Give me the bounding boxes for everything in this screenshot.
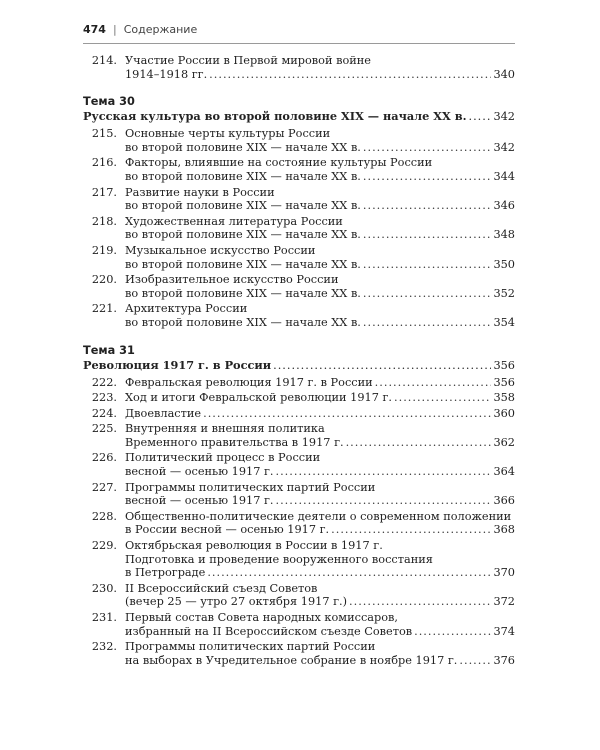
toc-entry[interactable] (83, 640, 515, 667)
entry-page-number: 372 (493, 595, 515, 609)
entry-number: 220. (91, 273, 117, 287)
entry-body (125, 302, 515, 329)
entry-line (125, 258, 515, 272)
entry-line: Факторы, влиявшие на состояние культуры России (125, 156, 433, 170)
entry-body (125, 582, 515, 609)
entry-number: 230. (91, 581, 117, 595)
entry-line-text: Временного правительства в 1917 г. (125, 435, 344, 449)
toc-entry[interactable] (83, 127, 515, 154)
dot-leader (363, 287, 492, 301)
entry-number: 218. (91, 214, 117, 228)
toc-entry[interactable] (83, 510, 515, 537)
header-page-number: 474 (83, 23, 106, 36)
entry-body (125, 510, 515, 537)
entry-line-text: в России весной — осенью 1917 г. (125, 523, 330, 537)
entry-body (125, 407, 515, 421)
entry-page-number: 340 (493, 67, 515, 81)
header-separator: | (112, 23, 117, 36)
entry-line-text: во второй половине XIX — начале XX в. (125, 140, 361, 154)
entry-number: 225. (91, 422, 117, 436)
entry-line-text: в Петрограде (125, 566, 206, 580)
entry-number: 223. (91, 391, 117, 405)
entry-body (125, 127, 515, 154)
theme-page-number: 342 (493, 110, 515, 124)
entry-line-text: во второй половине XIX — начале XX в. (125, 228, 361, 242)
entry-line: Октябрьская революция в России в 1917 г. (125, 539, 383, 553)
entry-page-number: 370 (493, 566, 515, 580)
entry-number: 222. (91, 375, 117, 389)
toc-entry[interactable] (83, 54, 515, 81)
entry-number: 217. (91, 185, 117, 199)
entry-number: 219. (91, 243, 117, 257)
entry-line (125, 407, 515, 421)
entry-page-number: 344 (493, 169, 515, 183)
entry-line: Художественная литература России (125, 214, 343, 228)
entry-body (125, 451, 515, 478)
entry-line: Внутренняя и внешняя политика (125, 422, 325, 436)
entry-line: Архитектура России (125, 302, 248, 316)
entry-number: 216. (91, 156, 117, 170)
theme-title[interactable] (83, 358, 515, 373)
entry-line: Программы политических партий России (125, 640, 376, 654)
entry-number: 226. (91, 451, 117, 465)
entry-number: 227. (91, 480, 117, 494)
entry-body (125, 611, 515, 638)
entry-page-number: 368 (493, 523, 515, 537)
dot-leader (209, 68, 491, 82)
entry-line (125, 391, 515, 405)
entry-number: 228. (91, 509, 117, 523)
entry-line (125, 465, 515, 479)
entry-line-text: (вечер 25 — утро 27 октября 1917 г.) (125, 595, 348, 609)
entry-page-number: 360 (493, 406, 515, 420)
running-header (83, 23, 515, 44)
dot-leader (459, 654, 491, 668)
entry-body (125, 391, 515, 405)
entry-number: 221. (91, 302, 117, 316)
dot-leader (414, 625, 491, 639)
entry-page-number: 348 (493, 228, 515, 242)
toc-entry[interactable] (83, 244, 515, 271)
entry-line: Музыкальное искусство России (125, 243, 316, 257)
entry-body (125, 481, 515, 508)
entry-line: Основные черты культуры России (125, 127, 331, 141)
entry-line (125, 170, 515, 184)
entry-body (125, 376, 515, 390)
dot-leader (375, 376, 492, 390)
entry-line-text: во второй половине XIX — начале XX в. (125, 286, 361, 300)
entry-body (125, 539, 515, 580)
dot-leader (363, 228, 492, 242)
dot-leader (394, 391, 491, 405)
entry-line: Участие России в Первой мировой войне (125, 54, 371, 67)
toc-entry[interactable] (83, 481, 515, 508)
entry-line (125, 523, 515, 537)
dot-leader (346, 436, 492, 450)
entry-line (125, 436, 515, 450)
entry-line: Подготовка и проведение вооруженного восстания (125, 552, 433, 566)
header-title: Содержание (123, 23, 198, 36)
entry-page-number: 346 (493, 199, 515, 213)
dot-leader (363, 170, 492, 184)
entry-body (125, 422, 515, 449)
dot-leader (275, 494, 491, 508)
entry-line-text: весной — осенью 1917 г. (125, 494, 274, 508)
entry-page-number: 352 (493, 286, 515, 300)
entry-body (125, 244, 515, 271)
entry-page-number: 366 (493, 494, 515, 508)
entry-page-number: 342 (493, 140, 515, 154)
entry-line (125, 595, 515, 609)
entry-body (125, 640, 515, 667)
dot-leader (331, 523, 491, 537)
entry-line (125, 287, 515, 301)
dot-leader (349, 595, 491, 609)
dot-leader (469, 110, 492, 124)
toc-entry[interactable] (83, 539, 515, 580)
toc-entry[interactable] (83, 391, 515, 405)
entry-line-text: весной — осенью 1917 г. (125, 465, 274, 479)
entry-body (125, 215, 515, 242)
entry-line-text: 1914–1918 гг. (125, 67, 208, 81)
entry-body (125, 273, 515, 300)
entry-body (125, 54, 515, 81)
entry-page-number: 364 (493, 465, 515, 479)
entry-line-text: Ход и итоги Февральской революции 1917 г. (125, 391, 393, 405)
toc-entry[interactable] (83, 451, 515, 478)
entry-line: Политический процесс в России (125, 451, 321, 465)
entry-line-text: Февральская революция 1917 г. в России (125, 375, 373, 389)
entry-page-number: 374 (493, 624, 515, 638)
entry-line-text: во второй половине XIX — начале XX в. (125, 315, 361, 329)
entry-body (125, 186, 515, 213)
entry-line-text: на выборах в Учредительное собрание в ноябре 1917 г. (125, 653, 458, 667)
theme-title-text: Революция 1917 г. в России (83, 357, 272, 372)
entry-line (125, 68, 515, 82)
entry-line: Изобразительное искусство России (125, 273, 339, 287)
toc-entry[interactable] (83, 376, 515, 390)
entry-line (125, 566, 515, 580)
dot-leader (363, 258, 492, 272)
theme-title-text: Русская культура во второй половине XIX — начале XX в. (83, 109, 467, 124)
toc-entry[interactable] (83, 611, 515, 638)
entry-page-number: 362 (493, 435, 515, 449)
toc-entry[interactable] (83, 215, 515, 242)
theme-label: Тема 30 (83, 95, 135, 109)
entry-line (125, 376, 515, 390)
entry-number: 231. (91, 611, 117, 624)
entry-line-text: во второй половине XIX — начале XX в. (125, 169, 361, 183)
entry-body (125, 156, 515, 183)
theme-title[interactable] (83, 109, 515, 124)
entry-line (125, 494, 515, 508)
entry-line: Первый состав Совета народных комиссаров, (125, 611, 398, 624)
entry-line: Программы политических партий России (125, 480, 376, 494)
entry-page-number: 356 (493, 375, 515, 389)
entry-number: 229. (91, 539, 117, 553)
entry-line (125, 316, 515, 330)
dot-leader (203, 407, 491, 421)
entry-line: Развитие науки в России (125, 185, 275, 199)
entry-line-text: во второй половине XIX — начале XX в. (125, 257, 361, 271)
entry-line: Общественно-политические деятели о современном положении (125, 509, 512, 523)
toc-entry[interactable] (83, 156, 515, 183)
toc-entry[interactable] (83, 582, 515, 609)
entry-line-text: во второй половине XIX — начале XX в. (125, 199, 361, 213)
toc-entry[interactable] (83, 273, 515, 300)
entry-number: 214. (91, 54, 117, 67)
entry-page-number: 350 (493, 257, 515, 271)
entry-number: 224. (91, 406, 117, 420)
entry-line (125, 625, 515, 639)
entry-page-number: 354 (493, 315, 515, 329)
entry-line-text: избранный на II Всероссийском съезде Советов (125, 624, 413, 638)
entry-line: II Всероссийский съезд Советов (125, 581, 318, 595)
dot-leader (273, 359, 491, 373)
dot-leader (363, 199, 492, 213)
entry-page-number: 358 (493, 391, 515, 405)
dot-leader (363, 141, 492, 155)
entry-page-number: 376 (493, 653, 515, 667)
entry-line (125, 228, 515, 242)
toc-entry[interactable] (83, 186, 515, 213)
entry-line (125, 141, 515, 155)
toc-entry[interactable] (83, 302, 515, 329)
dot-leader (207, 566, 491, 580)
dot-leader (275, 465, 491, 479)
dot-leader (363, 316, 492, 330)
table-of-contents (83, 54, 515, 669)
entry-line-text: Двоевластие (125, 406, 202, 420)
theme-page-number: 356 (493, 358, 515, 372)
entry-number: 232. (91, 640, 117, 654)
toc-entry[interactable] (83, 422, 515, 449)
theme-label: Тема 31 (83, 343, 135, 357)
entry-line (125, 654, 515, 668)
toc-entry[interactable] (83, 407, 515, 421)
entry-line (125, 199, 515, 213)
entry-number: 215. (91, 127, 117, 141)
